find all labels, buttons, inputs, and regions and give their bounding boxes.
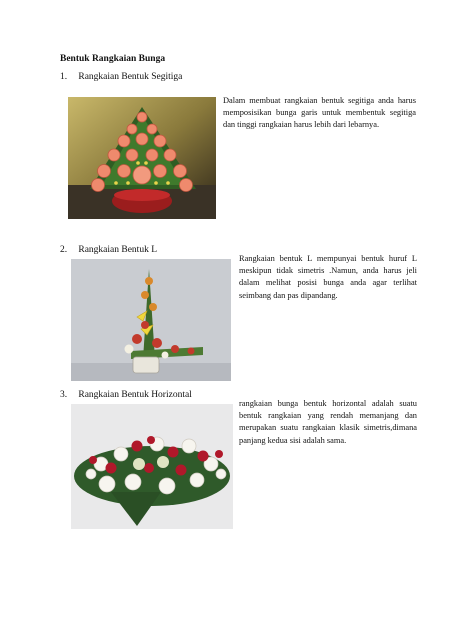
item-heading-bentuk-l [60, 245, 157, 255]
item-description-segitiga: Dalam membuat rangkaian bentuk segitiga anda harus memposisikan bunga garis untuk membentuk segitiga dan tinggi rangkaian harus lebih dari lebarnya. [223, 96, 416, 130]
item-number: 3. [60, 390, 68, 400]
document-title: Bentuk Rangkaian Bunga [60, 54, 166, 64]
l-shaped-flower-arrangement-photo [71, 259, 231, 381]
item-heading-label: Rangkaian Bentuk Segitiga [78, 72, 183, 82]
item-number: 2. [60, 245, 68, 255]
item-number: 1. [60, 72, 68, 82]
triangle-flower-arrangement-photo [68, 97, 216, 219]
item-description-horizontal: rangkaian bunga bentuk horizontal adalah suatu bentuk rangkaian yang rendah memanjang dan merupakan suatu rangkaian klasik simetris,dimana panjang kedua sisi adalah sama. [239, 399, 417, 445]
item-heading-label: Rangkaian Bentuk Horizontal [78, 390, 192, 400]
item-heading-horizontal [60, 390, 192, 400]
item-heading-segitiga [60, 72, 182, 82]
horizontal-flower-arrangement-photo [71, 404, 233, 529]
item-description-bentuk-l: Rangkaian bentuk L mempunyai bentuk huruf L meskipun tidak simetris .Namun, anda harus jeli dalam melihat posisi bunga anda agar terlihat seimbang dan pas dipandang. [239, 254, 417, 300]
item-heading-label: Rangkaian Bentuk L [78, 245, 157, 255]
